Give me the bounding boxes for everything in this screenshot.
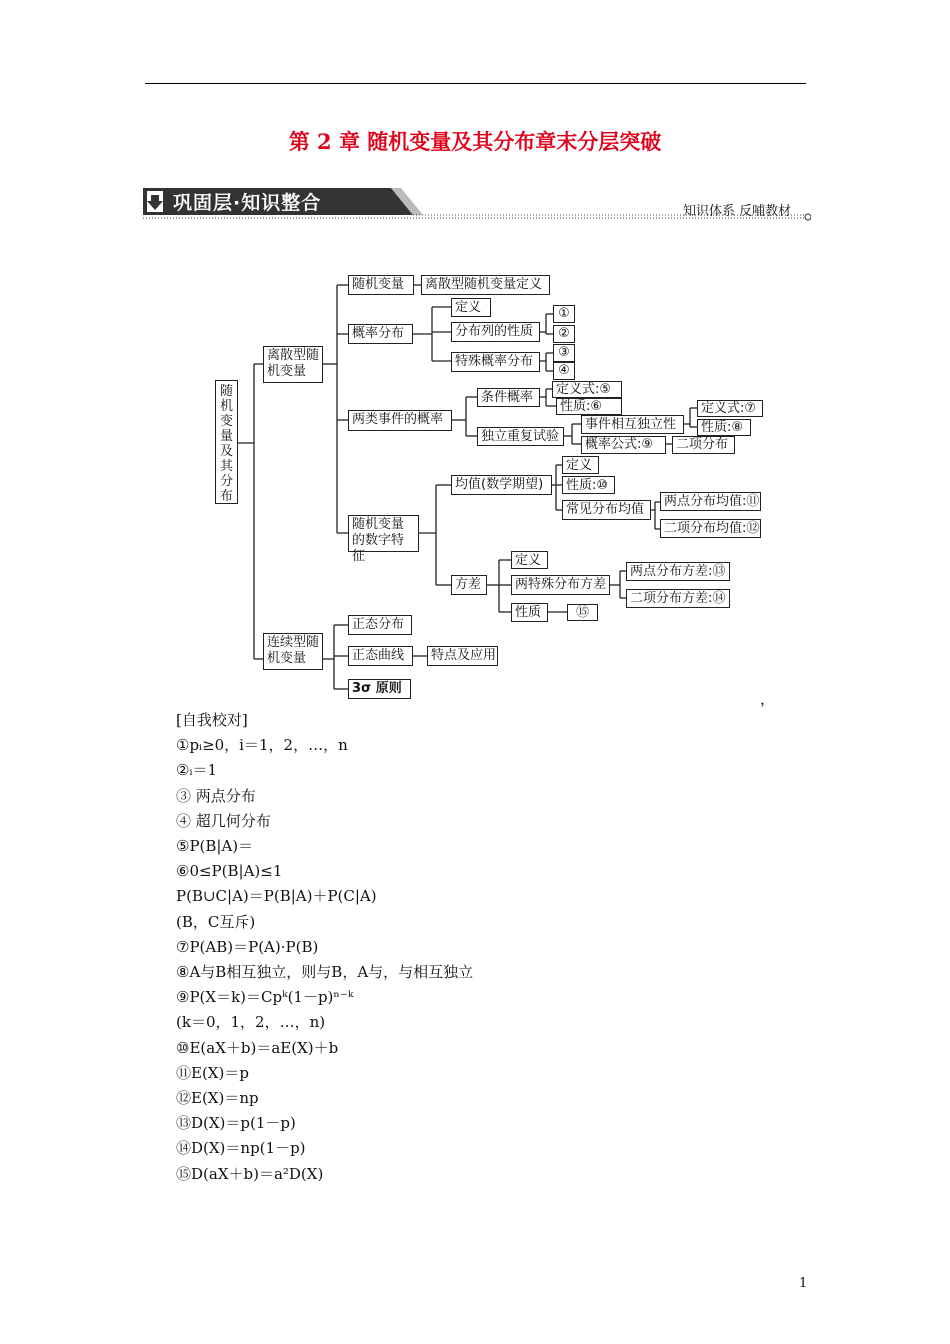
node-cond-prob: 条件概率 bbox=[477, 388, 540, 407]
node-rv: 随机变量 bbox=[348, 275, 414, 295]
self-check-heading: [自我校对] bbox=[176, 711, 248, 729]
self-check-item: ⑬D(X)＝p(1－p) bbox=[176, 1114, 296, 1133]
self-check-item: ⑥0≤P(B|A)≤1 bbox=[176, 862, 283, 881]
node-dist-props: 分布列的性质 bbox=[451, 322, 540, 342]
node-prop6: 性质:⑥ bbox=[556, 398, 622, 415]
self-check-item: ⑤P(B|A)＝ bbox=[176, 837, 254, 856]
self-check-item: ⑦P(AB)＝P(A)·P(B) bbox=[176, 937, 319, 956]
self-check-item: ④ 超几何分布 bbox=[176, 811, 271, 830]
node-three-sigma: 3σ 原则 bbox=[348, 679, 411, 699]
node-prob-dist: 概率分布 bbox=[348, 324, 413, 344]
node-c15: ⑮ bbox=[567, 604, 598, 621]
node-prob9: 概率公式:⑨ bbox=[581, 436, 666, 454]
node-continuous: 连续型随机变量 bbox=[263, 633, 323, 670]
banner-subtitle: 知识体系 反哺教材 bbox=[683, 204, 792, 219]
node-indep-trials: 独立重复试验 bbox=[477, 427, 564, 446]
node-two-events: 两类事件的概率 bbox=[348, 410, 452, 431]
trailing-comma: ， bbox=[760, 690, 776, 708]
self-check-item: ③ 两点分布 bbox=[176, 786, 256, 805]
node-two-point-mean: 两点分布均值:⑪ bbox=[660, 492, 761, 511]
self-check-item: (B，C互斥) bbox=[176, 912, 256, 931]
node-normal-dist: 正态分布 bbox=[348, 615, 412, 635]
page-number: 1 bbox=[799, 1276, 808, 1291]
node-prop10: 性质:⑩ bbox=[562, 476, 615, 494]
banner-label: 巩固层·知识整合 bbox=[173, 192, 322, 214]
page-title: 第 2 章 随机变量及其分布章末分层突破 bbox=[288, 129, 662, 154]
node-common-mean: 常见分布均值 bbox=[562, 500, 651, 520]
node-var-prop: 性质 bbox=[511, 603, 548, 622]
node-def7: 定义式:⑦ bbox=[697, 400, 763, 417]
node-c3: ③ bbox=[553, 344, 575, 362]
self-check-item: ⑭D(X)＝np(1－p) bbox=[176, 1139, 306, 1158]
node-features: 特点及应用 bbox=[427, 646, 498, 666]
self-check-item: ⑫E(X)＝np bbox=[176, 1089, 259, 1108]
self-check-item: P(B∪C|A)＝P(B|A)＋P(C|A) bbox=[176, 887, 377, 906]
node-binomial: 二项分布 bbox=[672, 436, 735, 454]
node-variance: 方差 bbox=[451, 575, 487, 595]
node-special-dist: 特殊概率分布 bbox=[451, 352, 540, 372]
self-check-item: (k＝0，1，2，…，n) bbox=[176, 1013, 326, 1032]
node-c2: ② bbox=[553, 325, 575, 343]
node-prop8: 性质:⑧ bbox=[697, 419, 751, 436]
self-check-list bbox=[176, 708, 473, 1187]
self-check-item: ①pᵢ≥0，i＝1，2，…，n bbox=[176, 736, 348, 755]
node-mean-def: 定义 bbox=[562, 456, 599, 474]
self-check-item: ⑩E(aX＋b)＝aE(X)＋b bbox=[176, 1038, 339, 1057]
node-two-point-var: 两点分布方差:⑬ bbox=[626, 562, 730, 581]
node-two-special-var: 两特殊分布方差 bbox=[511, 575, 610, 595]
node-def5: 定义式:⑤ bbox=[552, 381, 622, 398]
root-node: 随机变量及其分布 bbox=[215, 380, 238, 504]
node-c1: ① bbox=[553, 305, 575, 323]
node-binom-mean: 二项分布均值:⑫ bbox=[660, 519, 761, 538]
self-check-item: ⑮D(aX＋b)＝a²D(X) bbox=[176, 1164, 324, 1183]
node-mean: 均值(数学期望) bbox=[451, 475, 552, 495]
node-c4: ④ bbox=[553, 362, 575, 380]
self-check-item: ②ᵢ＝1 bbox=[176, 761, 218, 780]
node-var-def: 定义 bbox=[511, 551, 548, 569]
self-check-item: ⑪E(X)＝p bbox=[176, 1063, 249, 1082]
self-check-item: ⑨P(X＝k)＝Cpᵏ(1－p)ⁿ⁻ᵏ bbox=[176, 988, 354, 1007]
self-check-item: ⑧A与B相互独立，则与B，A与，与相互独立 bbox=[176, 963, 474, 982]
node-normal-curve: 正态曲线 bbox=[348, 646, 413, 666]
node-indep-events: 事件相互独立性 bbox=[581, 415, 684, 434]
node-numeric-char: 随机变量的数字特征 bbox=[348, 515, 419, 552]
node-rv-def: 离散型随机变量定义 bbox=[421, 275, 550, 295]
node-binom-var: 二项分布方差:⑭ bbox=[626, 589, 730, 608]
node-def: 定义 bbox=[451, 298, 491, 317]
node-discrete: 离散型随机变量 bbox=[263, 346, 323, 383]
